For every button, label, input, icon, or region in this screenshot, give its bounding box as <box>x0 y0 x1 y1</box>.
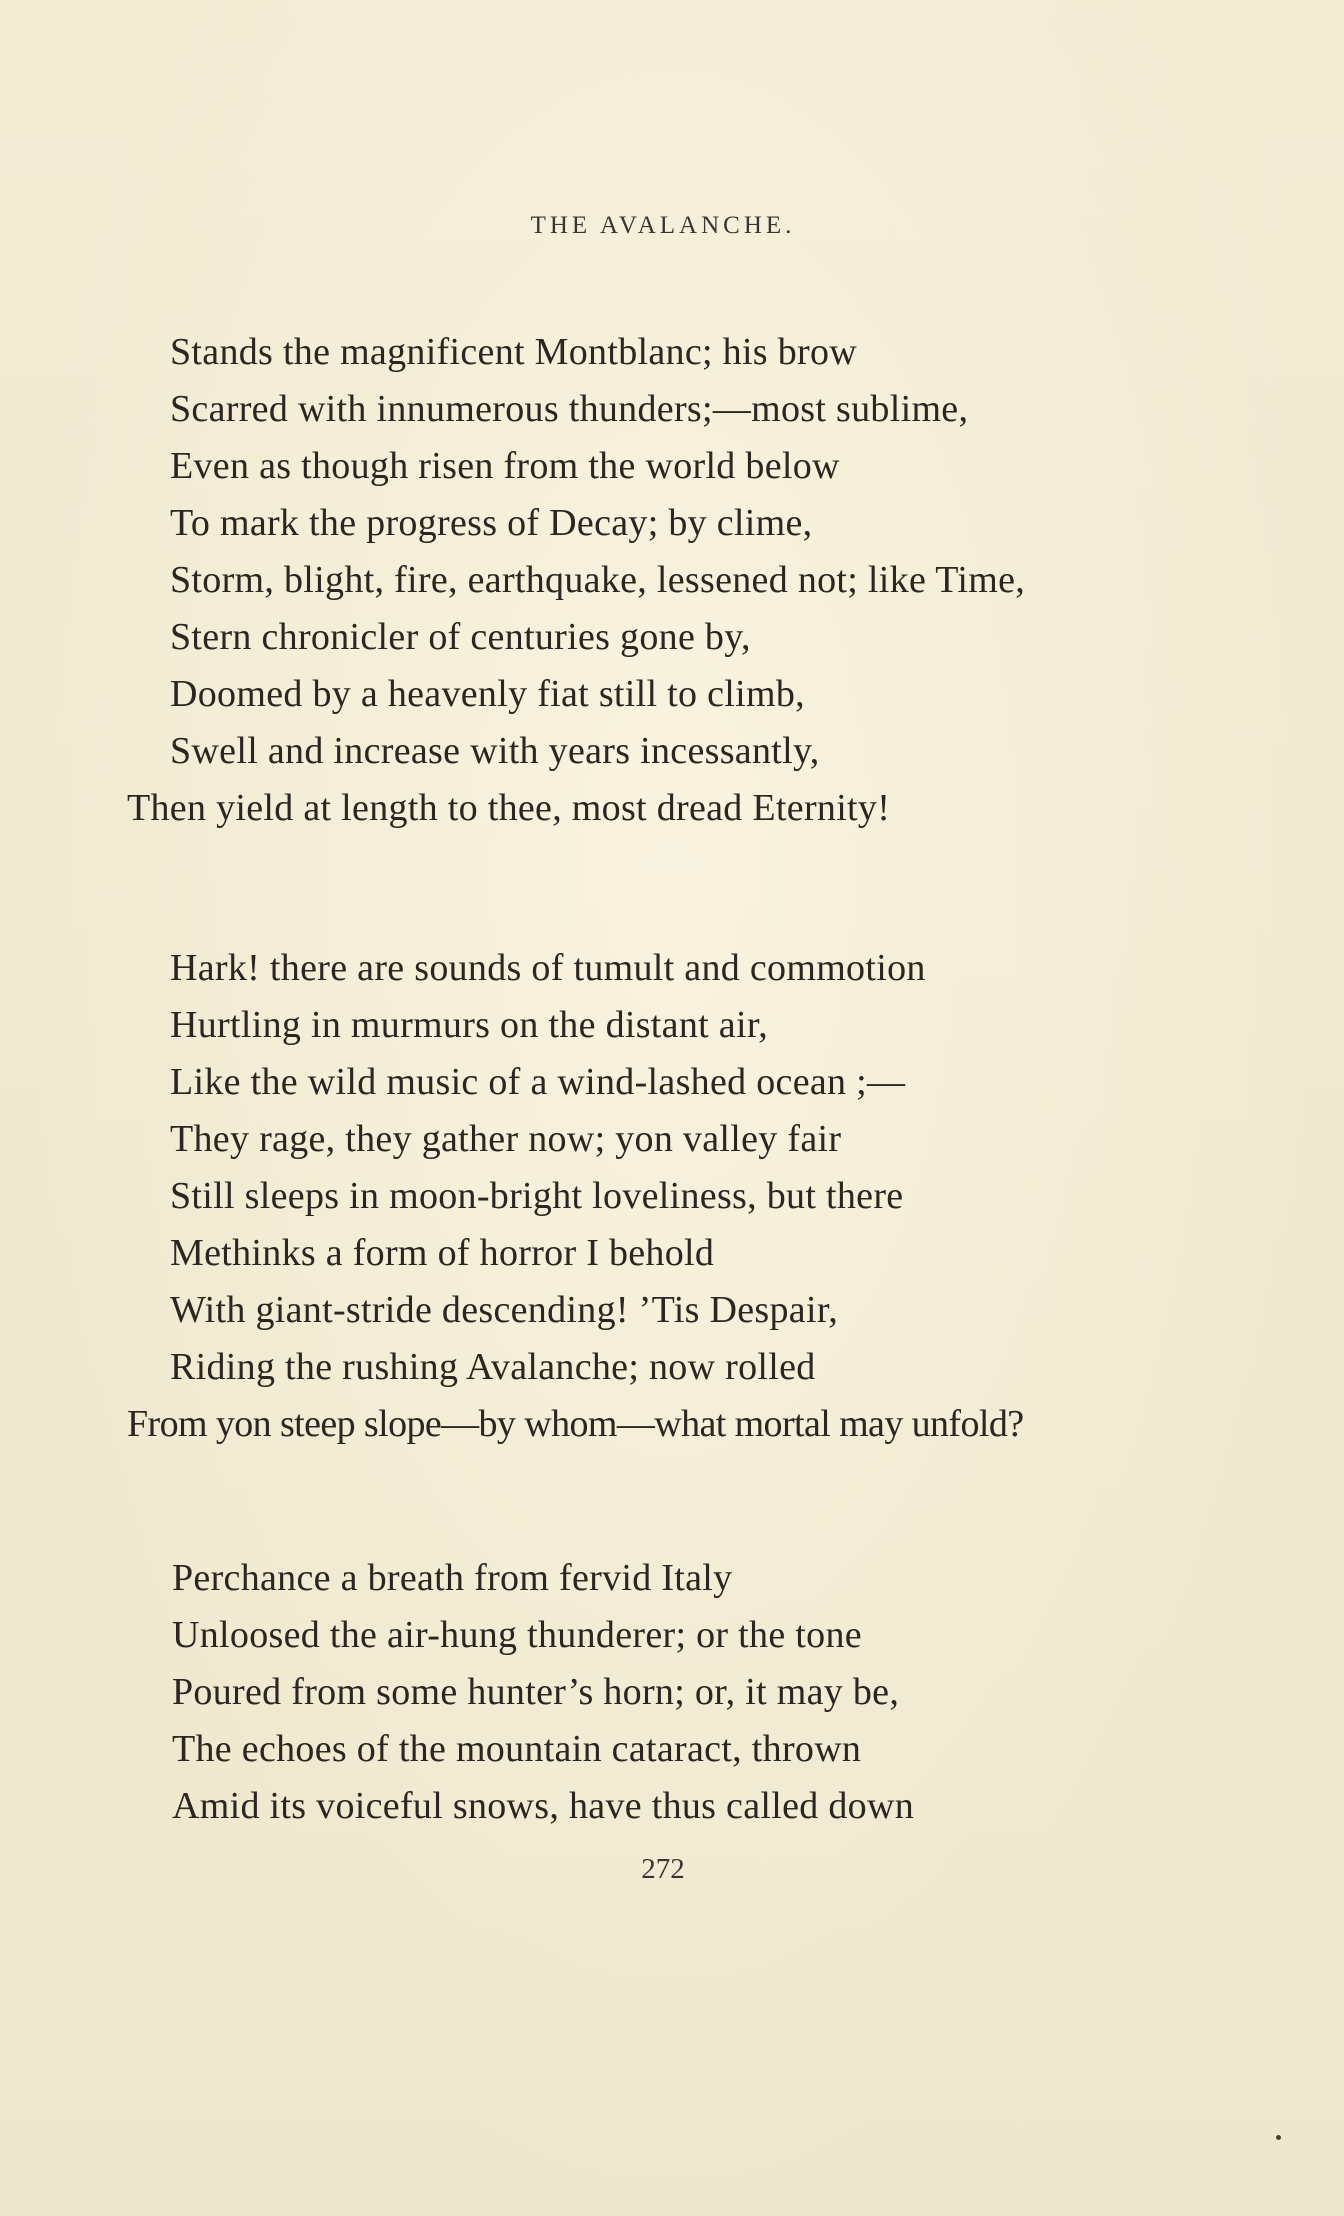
verse-line: To mark the progress of Decay; by clime, <box>170 502 813 544</box>
verse-line-alexandrine: Then yield at length to thee, most dread Eternity! <box>127 787 891 829</box>
verse-line: Like the wild music of a wind-lashed ocean ;— <box>170 1061 906 1103</box>
verse-line: Swell and increase with years incessantly, <box>170 730 820 772</box>
verse-line: Scarred with innumerous thunders;—most sublime, <box>170 388 969 430</box>
verse-line: Perchance a breath from fervid Italy <box>172 1557 733 1599</box>
verse-line-alexandrine: From yon steep slope—by whom—what mortal may unfold? <box>127 1403 1024 1445</box>
verse-line: Hark! there are sounds of tumult and commotion <box>170 947 926 989</box>
verse-line: Amid its voiceful snows, have thus called down <box>172 1785 915 1827</box>
page-number: 272 <box>641 1853 685 1885</box>
verse-line: Doomed by a heavenly fiat still to climb, <box>170 673 805 715</box>
verse-line: Stands the magnificent Montblanc; his brow <box>170 331 857 373</box>
verse-line: Stern chronicler of centuries gone by, <box>170 616 751 658</box>
verse-line: Unloosed the air-hung thunderer; or the tone <box>172 1614 862 1656</box>
paper-speck <box>1276 2135 1281 2140</box>
verse-line: They rage, they gather now; yon valley fair <box>170 1118 842 1160</box>
verse-line: Still sleeps in moon-bright loveliness, but there <box>170 1175 904 1217</box>
verse-line: The echoes of the mountain cataract, thrown <box>172 1728 862 1770</box>
verse-line: Methinks a form of horror I behold <box>170 1232 715 1274</box>
verse-line: Riding the rushing Avalanche; now rolled <box>170 1346 816 1388</box>
verse-line: With giant-stride descending! ’Tis Despair, <box>170 1289 839 1331</box>
running-title: THE AVALANCHE. <box>530 212 796 239</box>
verse-line: Poured from some hunter’s horn; or, it may be, <box>172 1671 900 1713</box>
verse-line: Hurtling in murmurs on the distant air, <box>170 1004 769 1046</box>
verse-line: Storm, blight, fire, earthquake, lessened not; like Time, <box>170 559 1026 601</box>
verse-line: Even as though risen from the world below <box>170 445 840 487</box>
